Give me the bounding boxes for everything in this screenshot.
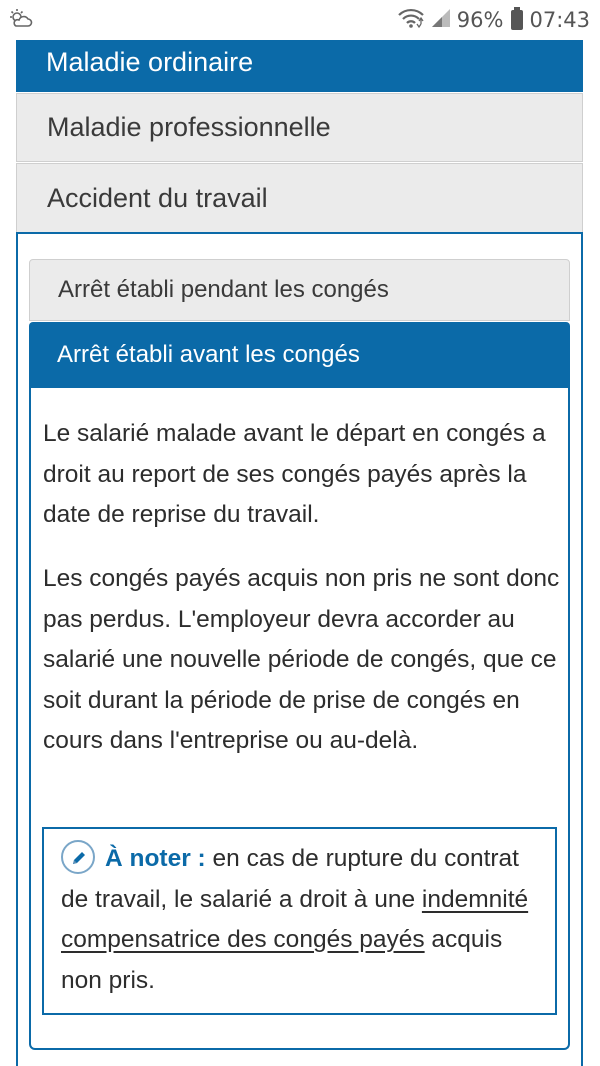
battery-icon [511, 10, 523, 30]
note-text-after: acquis non pris. [61, 926, 503, 994]
tab-maladie-ordinaire[interactable] [16, 40, 583, 92]
content-paragraph: Les congés payés acquis non pris ne sont donc pas perdus. L'employeur devra accorder au salarié une nouvelle période de congés, que ce soit durant la période de prise de congés en cours dans l'entreprise ou au-delà. [43, 565, 560, 754]
subtab-label: Arrêt établi avant les congés [57, 341, 360, 368]
tab-accident-du-travail[interactable] [16, 163, 583, 233]
weather-cloud-icon [8, 8, 34, 32]
tab-label: Accident du travail [47, 182, 268, 213]
content-paragraph: Le salarié malade avant le départ en congés a droit au report de ses congés payés après la date de reprise du travail. [43, 420, 546, 528]
note-text-before: en cas de rupture du contrat de travail, le salarié a droit à une [61, 845, 519, 913]
clock: 07:43 [529, 8, 590, 32]
battery-percent: 96% [456, 8, 504, 32]
tab-maladie-professionnelle[interactable] [16, 93, 583, 162]
subtab-label: Arrêt établi pendant les congés [58, 276, 389, 303]
subtab-arret-pendant-conges[interactable] [29, 259, 570, 321]
status-bar [0, 0, 600, 40]
subtab-arret-avant-conges[interactable] [29, 322, 570, 388]
signal-icon [431, 8, 451, 33]
tab-label: Maladie ordinaire [46, 46, 254, 77]
wifi-icon [397, 7, 425, 34]
note-label: À noter : [105, 845, 206, 872]
indemnite-link[interactable]: indemnité compensatrice des congés payés [61, 885, 529, 953]
note-text [61, 839, 541, 1001]
pencil-icon [61, 840, 95, 874]
tab-label: Maladie professionnelle [47, 112, 331, 142]
